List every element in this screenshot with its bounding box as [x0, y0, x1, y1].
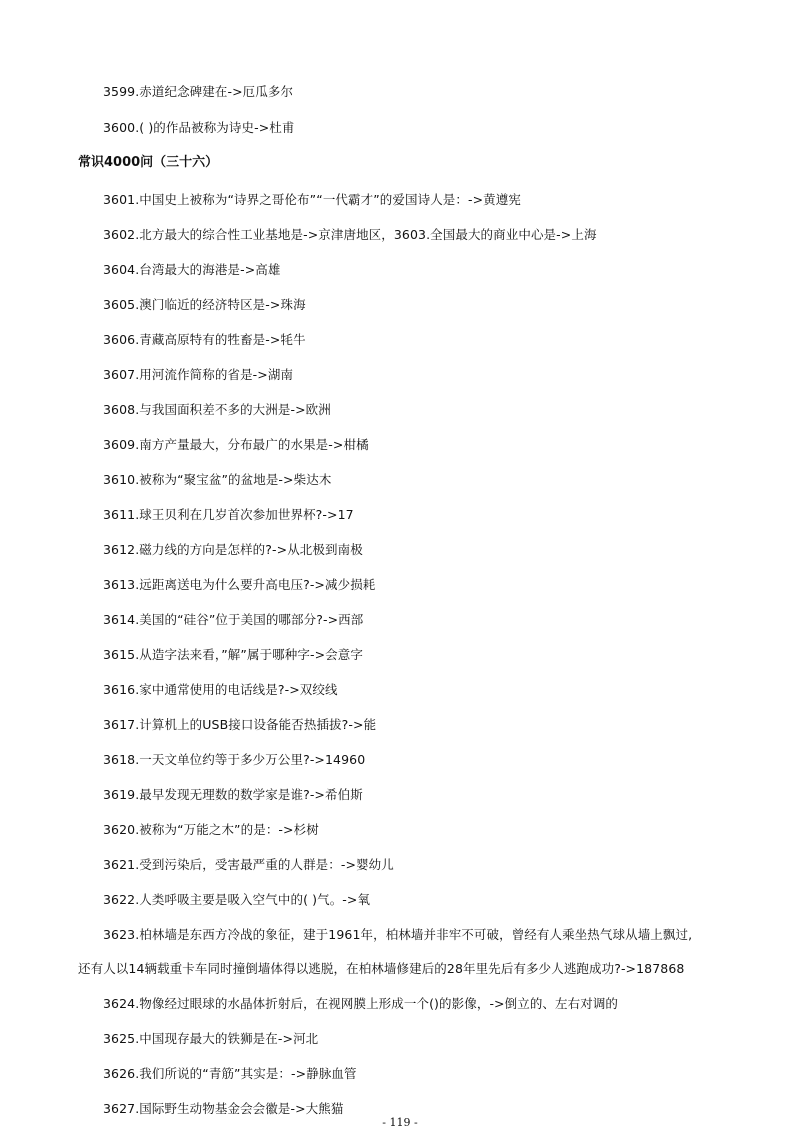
page-number: - 119 - [382, 1116, 418, 1129]
text-line-3612: 3612.磁力线的方向是怎样的?->从北极到南极 [103, 542, 363, 557]
text-line-3618: 3618.一天文单位约等于多少万公里?->14960 [103, 752, 366, 767]
text-line-3613: 3613.远距离送电为什么要升高电压?->减少损耗 [103, 577, 376, 592]
text-line-3607: 3607.用河流作简称的省是->湖南 [103, 367, 294, 382]
text-line-3608: 3608.与我国面积差不多的大洲是->欧洲 [103, 402, 331, 417]
text-line-3616: 3616.家中通常使用的电话线是?->双绞线 [103, 682, 338, 697]
text-line-3599: 3599.赤道纪念碑建在->厄瓜多尔 [103, 84, 294, 99]
text-line-3601: 3601.中国史上被称为“诗界之哥伦布”“一代霸才”的爱国诗人是：->黄遵宪 [103, 192, 521, 207]
text-line-3602: 3602.北方最大的综合性工业基地是->京津唐地区，3603.全国最大的商业中心是->上海 [103, 227, 597, 242]
text-line-3610: 3610.被称为“聚宝盆”的盆地是->柴达木 [103, 472, 332, 487]
text-line-3626: 3626.我们所说的“青筋”其实是：->静脉血管 [103, 1066, 357, 1081]
section-heading: 常识4000问（三十六） [78, 155, 219, 170]
text-line-3609: 3609.南方产量最大，分布最广的水果是->柑橘 [103, 437, 369, 452]
text-line-3600: 3600.( )的作品被称为诗史->杜甫 [103, 120, 295, 135]
text-line-3623-part1: 3623.柏林墙是东西方冷战的象征，建于1961年，柏林墙并非牢不可破，曾经有人乘坐热气球从墙上飘过, [103, 927, 693, 942]
text-line-3623-part2: 还有人以14辆载重卡车同时撞倒墙体得以逃脱，在柏林墙修建后的28年里先后有多少人逃跑成功?->187868 [78, 961, 685, 976]
text-line-3621: 3621.受到污染后，受害最严重的人群是：->婴幼儿 [103, 857, 394, 872]
text-line-3619: 3619.最早发现无理数的数学家是谁?->希伯斯 [103, 787, 363, 802]
text-line-3624: 3624.物像经过眼球的水晶体折射后，在视网膜上形成一个()的影像，->倒立的、左右对调的 [103, 996, 619, 1011]
text-line-3627: 3627.国际野生动物基金会会徽是->大熊猫 [103, 1101, 344, 1116]
text-line-3620: 3620.被称为“万能之木”的是：->杉树 [103, 822, 319, 837]
text-line-3605: 3605.澳门临近的经济特区是->珠海 [103, 297, 306, 312]
text-line-3606: 3606.青藏高原特有的牲畜是->牦牛 [103, 332, 306, 347]
text-line-3614: 3614.美国的“硅谷”位于美国的哪部分?->西部 [103, 612, 364, 627]
text-line-3625: 3625.中国现存最大的铁狮是在->河北 [103, 1031, 319, 1046]
text-line-3604: 3604.台湾最大的海港是->高雄 [103, 262, 281, 277]
text-line-3615: 3615.从造字法来看，”解”属于哪种字->会意字 [103, 647, 363, 662]
text-line-3611: 3611.球王贝利在几岁首次参加世界杯?->17 [103, 507, 354, 522]
text-line-3622: 3622.人类呼吸主要是吸入空气中的( )气。->氧 [103, 892, 371, 907]
text-line-3617: 3617.计算机上的USB接口设备能否热插拔?->能 [103, 717, 377, 732]
